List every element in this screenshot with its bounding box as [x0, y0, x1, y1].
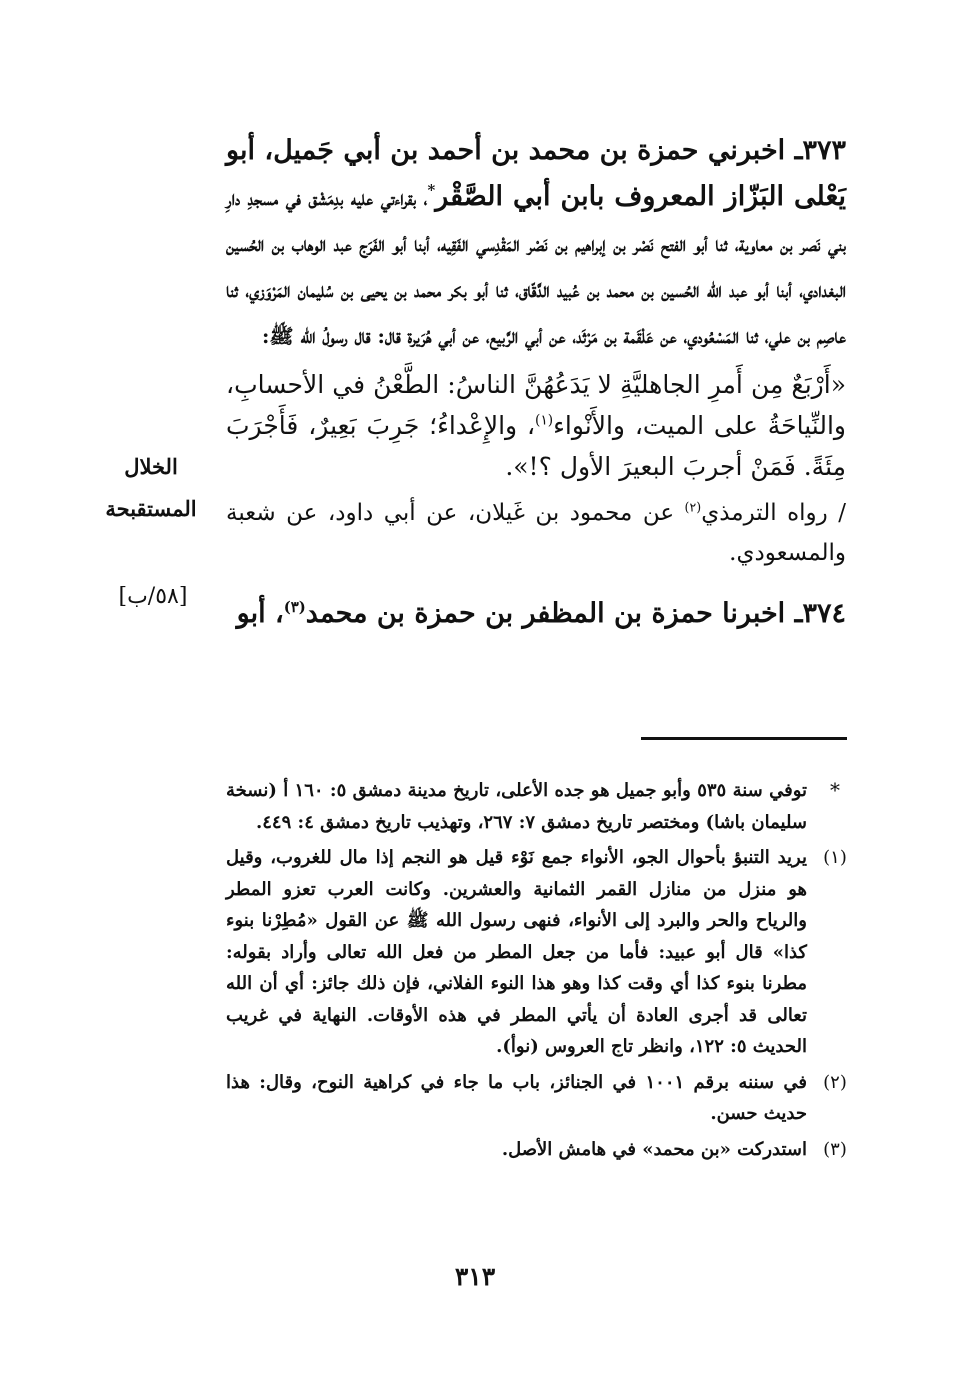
footnote-star	[226, 775, 849, 838]
footnote-text: توفي سنة ٥٣٥ وأبو جميل هو جده الأعلى، تاريخ مدينة دمشق ٥: ١٦٠ أ (نسخة سليمان باشا) ومختصر تاريخ دمشق ٧: ٢٦٧، وتهذيب تاريخ دمشق ٤: ٤٤٩.	[226, 780, 807, 833]
hadith-373-text	[226, 364, 846, 487]
footnote-marker: (٢)	[823, 1071, 847, 1093]
footnote-text: استدركت «بن محمد» في هامش الأصل.	[501, 1138, 807, 1160]
margin-topic-line-2: المستقبحة	[105, 496, 197, 521]
matn-part-2: ، والإِعْداءُ؛ جَرِبَ بَعِيرٌ، فَأَجْرَبَ مِئَةً. فَمَنْ أجربَ البعيرَ الأول ؟!».	[226, 411, 846, 481]
narrator-name: اخبرني حمزة بن محمد بن أحمد بن أبي جَميل، أبو يَعْلى البَزّاز المعروف بابن أبي الصَّقْر	[226, 135, 846, 212]
footnote-ref-star: *	[427, 181, 436, 199]
margin-topic-line-1: الخلال	[124, 454, 178, 479]
page-number: ٣١٣	[454, 1262, 496, 1291]
riwaya-line	[226, 493, 846, 573]
riwaya-part-2: عن محمود بن غَيلان، عن أبي داود، عن شعبة والمسعودي.	[226, 500, 846, 566]
footnote-marker: *	[830, 778, 840, 802]
riwaya-part-1: / رواه الترمذي	[701, 500, 846, 526]
footnote-3	[226, 1134, 849, 1166]
footnote-2	[226, 1067, 849, 1130]
hadith-374-heading	[226, 591, 846, 637]
footnote-ref-2: (٢)	[684, 499, 702, 515]
margin-topic-note	[96, 446, 206, 530]
footnote-marker: (١)	[823, 847, 847, 868]
isnad-chain: ، بقراءتي عليه بدِمَشْق في مسجدِ دارِ بني نَصر بن معاوية، ثنا أبو الفتح نَصْر بن إبراهيم بن نَصْر المَقْدِسي الفَقِيه، أبنا أبو الفَرَج عبد الوهاب بن الحُسين البغدادي، أبنا أبو عبد الله الحُسين بن محمد بن عُبيد الدَّقّاق، ثنا أبو بكر محمد بن يحيى بن سُليمان المَرْوَزي، ثنا عاصِم بن علي، ثنا المَسْعُودي، عن عَلْقَمة بن مَرْثَد، عن أبي الرَّبيع، عن أبي هُرَيرة قال: قال رسولُ الله ﷺ:	[226, 186, 846, 348]
footnotes-block	[226, 775, 849, 1169]
hadith-373-heading	[226, 128, 846, 358]
footnote-text: في سننه برقم ١٠٠١ في الجنائز، باب ما جاء في كراهية النوح، وقال: هذا حديث حسن.	[226, 1071, 807, 1124]
footnote-marker: (٣)	[823, 1138, 847, 1160]
footnote-ref-1: (١)	[535, 412, 554, 429]
main-text-block	[226, 128, 846, 637]
hadith-number: ٣٧٣ـ	[794, 135, 846, 166]
matn-part-1: «أَرْبَعٌ مِن أَمرِ الجاهليَّةِ لا يَدَعُهُنَّ الناسُ: الطَّعْنُ في الأحسابِ، والنِّياحَةُ على الميت، والأَنْواء	[226, 370, 846, 440]
footnote-text: يريد التنبؤ بأحوال الجو، الأنواء جمع نَوْء قيل هو النجم إذا مال للغروب، وقيل هو منزل من منازل القمر الثمانية والعشرين. وكانت العرب تعزو المطر والرياح والحر والبرد إلى الأنواء، فنهى رسول الله ﷺ عن القول «مُطِرْنا بنوء كذا» قال أبو عبيد: فأما من جعل المطر من فعل الله تعالى وأراد بقوله: مطرنا بنوء كذا أي وقت كذا وهو هذا النوء الفلاني، فإن ذلك جائز: أي أن الله تعالى قد أجرى العادة أن يأتي المطر في هذه الأوقات. النهاية في غريب الحديث ٥: ١٢٢، وانظر تاج العروس (نوأ).	[226, 847, 807, 1057]
footnote-ref-3: (٣)	[283, 598, 306, 616]
footnote-1	[226, 842, 849, 1063]
hadith-374-end: ، أبو	[236, 598, 284, 629]
footnote-divider	[641, 737, 847, 740]
hadith-374-text: ٣٧٤ـ اخبرنا حمزة بن المظفر بن حمزة بن محمد	[305, 598, 846, 629]
margin-folio-ref: [٥٨/ب]	[118, 584, 188, 609]
